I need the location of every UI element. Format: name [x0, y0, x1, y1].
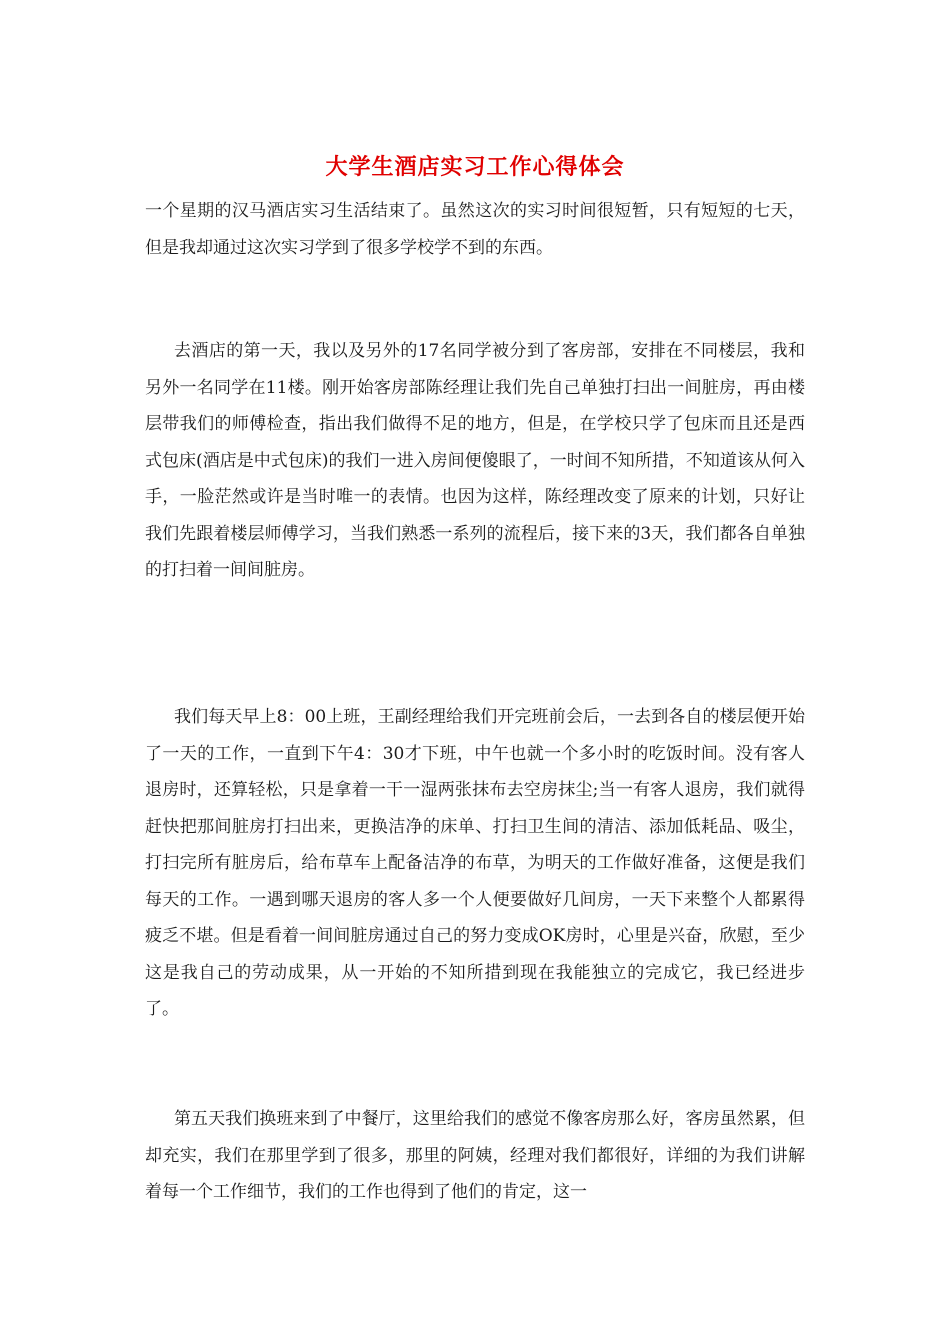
paragraph-intro: 一个星期的汉马酒店实习生活结束了。虽然这次的实习时间很短暂，只有短短的七天，但是我却通过这次实习学到了很多学校学不到的东西。	[145, 201, 805, 258]
paragraph-daily-routine: 我们每天早上8：00上班，王副经理给我们开完班前会后，一去到各自的楼层便开始了一天的工作，一直到下午4：30才下班，中午也就一个多小时的吃饭时间。没有客人退房时，还算轻松，只是拿着一干一湿两张抹布去空房抹尘;当一有客人退房，我们就得赶快把那间脏房打扫出来，更换洁净的床单、打扫卫生间的清洁、添加低耗品、吸尘，打扫完所有脏房后，给布草车上配备洁净的布草，为明天的工作做好准备，这便是我们每天的工作。一遇到哪天退房的客人多一个人便要做好几间房，一天下来整个人都累得疲乏不堪。但是看着一间间脏房通过自己的努力变成OK房时，心里是兴奋，欣慰，至少这是我自己的劳动成果，从一开始的不知所措到现在我能独立的完成它，我已经进步了。	[145, 707, 805, 1019]
paragraph-first-day: 去酒店的第一天，我以及另外的17名同学被分到了客房部，安排在不同楼层，我和另外一名同学在11楼。刚开始客房部陈经理让我们先自己单独打扫出一间脏房，再由楼层带我们的师傅检查，指出我们做得不足的地方，但是，在学校只学了包床而且还是西式包床(酒店是中式包床)的我们一进入房间便傻眼了，一时间不知所措，不知道该从何入手，一脸茫然或许是当时唯一的表情。也因为这样，陈经理改变了原来的计划，只好让我们先跟着楼层师傅学习，当我们熟悉一系列的流程后，接下来的3天，我们都各自单独的打扫着一间间脏房。	[145, 341, 805, 580]
document-title: 大学生酒店实习工作心得体会	[325, 155, 625, 180]
paragraph-fifth-day: 第五天我们换班来到了中餐厅，这里给我们的感觉不像客房那么好，客房虽然累，但却充实，我们在那里学到了很多，那里的阿姨，经理对我们都很好，详细的为我们讲解着每一个工作细节，我们的工作也得到了他们的肯定，这一	[145, 1109, 805, 1202]
